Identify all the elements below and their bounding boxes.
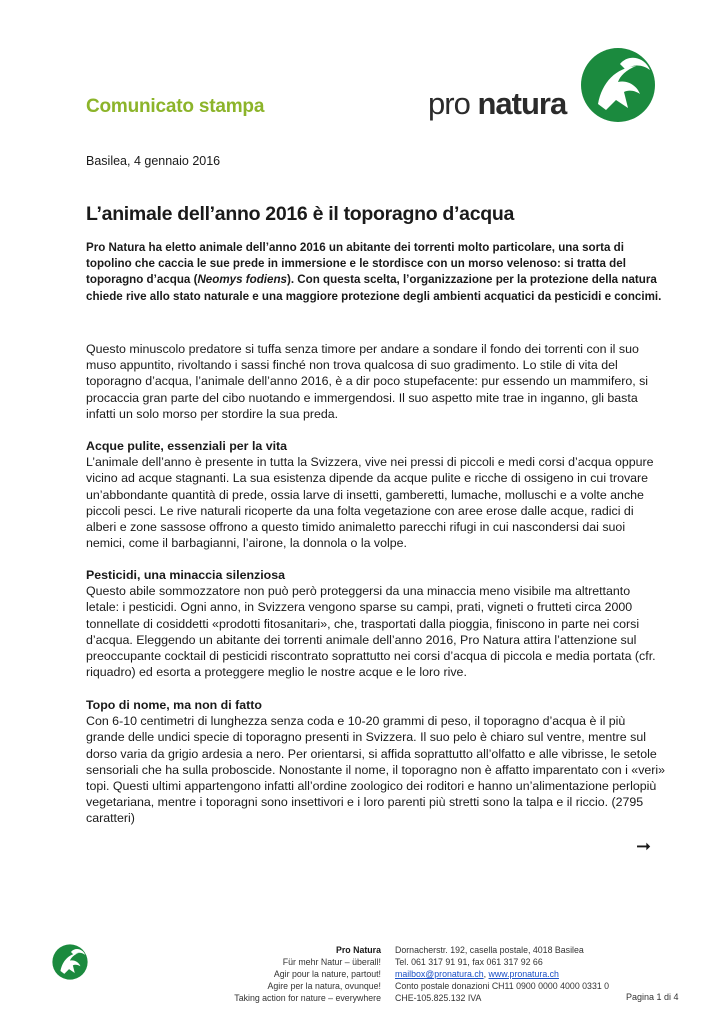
website-link[interactable]: www.pronatura.ch	[488, 969, 559, 979]
section-text: Questo abile sommozzatore non può però proteggersi da una minaccia meno visibile ma altrettanto letale: i pesticidi. Ogni anno, in Svizzera vengono sparse su campi, prati, vigneti o frutteti circa 2000 tonnellate di cosiddetti «prodotti fitosanitari», che, trasportati dalla pioggia, finiscono in parte nei corsi d’acqua. Eleggendo un abitante dei torrenti animale dell’anno 2016, Pro Natura attira l’attenzione sul preoccupante cocktail di pesticidi riscontrato soprattutto nei corsi d’acqua di piccola e media portata (cfr. riquadro) ed esorta a proteggere meglio le nostre acque e le loro rive.	[86, 584, 656, 680]
document-header-title: Comunicato stampa	[86, 96, 265, 117]
footer-slogan: Agir pour la nature, partout!	[273, 969, 381, 979]
press-release-date: Basilea, 4 gennaio 2016	[86, 154, 221, 168]
section-title: Acque pulite, essenziali per la vita	[86, 439, 288, 453]
section-not-a-mouse	[86, 697, 666, 827]
footer-links: mailbox@pronatura.ch, www.pronatura.ch	[395, 969, 559, 979]
email-link[interactable]: mailbox@pronatura.ch	[395, 969, 484, 979]
footer-ibex-logo-icon	[50, 942, 90, 987]
section-title: Pesticidi, una minaccia silenziosa	[86, 568, 286, 582]
footer-slogan: Agire per la natura, ovunque!	[267, 981, 381, 991]
footer-slogan: Taking action for nature – everywhere	[234, 993, 381, 1003]
section-text: Con 6-10 centimetri di lunghezza senza coda e 10-20 grammi di peso, il toporagno d’acqua è il più grande delle undici specie di toporagno presenti in Svizzera. Il suo pelo è chiaro sul ventre, mentre sul dorso varia da grigio ardesia a nero. Per orientarsi, si affida soprattutto all’olfatto e alle vibrisse, le setole sensoriali che ha sulla proboscide. Nonostante il nome, il toporagno non è affatto imparentato con i «veri» topi. Questi ultimi appartengono infatti all’ordine zoologico dei roditori e hanno un’alimentazione perlopiù vegetariana, mentre i toporagni sono insettivori e i loro parenti più stretti sono la talpa e il riccio. (2795 caratteri)	[86, 714, 666, 826]
footer-org-name: Pro Natura	[336, 945, 381, 955]
footer-contact	[395, 944, 625, 1004]
footer-address: Dornacherstr. 192, casella postale, 4018 Basilea	[395, 945, 584, 955]
footer-slogan: Für mehr Natur – überall!	[282, 957, 381, 967]
next-page-arrow-icon: ➞	[636, 836, 652, 856]
footer-vat: CHE-105.825.132 IVA	[395, 993, 482, 1003]
species-name: Neomys fodiens	[197, 273, 287, 287]
page-number: Pagina 1 di 4	[626, 992, 679, 1002]
headline: L’animale dell’anno 2016 è il toporagno d’acqua	[86, 203, 515, 225]
intro-paragraph: Questo minuscolo predatore si tuffa senza timore per andare a sondare il fondo dei torrenti con il suo muso appuntito, rivoltando i sassi finché non trova qualcosa di suo gradimento. Lo stile di vita del toporagno d’acqua, l’animale dell’anno 2016, è a dir poco stupefacente: pur essendo un mammifero, si procaccia gran parte del cibo nuotando e immergendosi. Il suo aspetto mite trae in inganno, gli basta infatti un solo morso per stordire la sua preda.	[86, 342, 649, 421]
section-pesticides	[86, 567, 666, 680]
footer-slogans	[200, 944, 381, 1004]
section-clean-water	[86, 438, 666, 551]
footer-account: Conto postale donazioni CH11 0900 0000 4000 0331 0	[395, 981, 610, 991]
logo-wordmark: pro natura	[428, 86, 567, 121]
ibex-emblem-icon	[576, 44, 660, 126]
pro-natura-logo	[428, 44, 660, 126]
footer-phone: Tel. 061 317 91 91, fax 061 317 92 66	[395, 957, 543, 967]
section-text: L’animale dell’anno è presente in tutta la Svizzera, vive nei pressi di piccoli e medi corsi d’acqua oppure vicino ad acque stagnanti. La sua esistenza dipende da acque pulite e ricche di ossigeno in cui trovare un’abbondante quantità di prede, ossia larve di insetti, gamberetti, lumache, molluschi e a volte anche piccoli pesci. Le rive naturali ricoperte da una folta vegetazione con aree erose dalle acque, radici di alberi e zone sassose offrono a questo timido animaletto parecchi rifugi in cui nascondersi dai suoi nemici, come il barbagianni, l’airone, la donnola o la volpe.	[86, 455, 654, 551]
section-title: Topo di nome, ma non di fatto	[86, 698, 262, 712]
lead-paragraph: Pro Natura ha eletto animale dell’anno 2016 un abitante dei torrenti molto particolare, una sorta di topolino che caccia le sue prede in immersione e le stordisce con un morso velenoso: si tratta del toporagno d’acqua (Neomys fodiens). Con questa scelta, l’organizzazione per la protezione della natura chiede rive allo stato naturale e una maggiore protezione degli ambienti acquatici da pesticidi e concimi.	[86, 241, 662, 303]
